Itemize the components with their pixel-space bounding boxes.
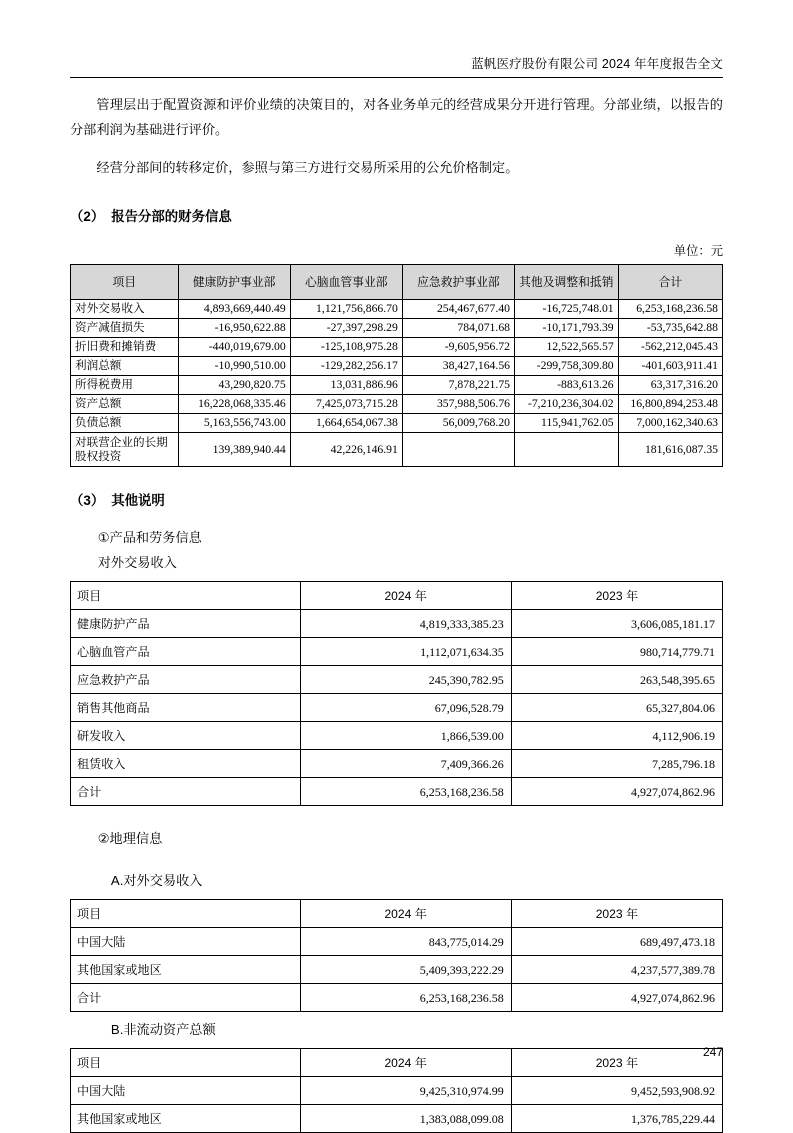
row-label: 合计 [71, 778, 301, 806]
cell-value: 4,237,577,389.78 [511, 956, 722, 984]
row-label: 研发收入 [71, 722, 301, 750]
column-header-year-2023: 2023 年 [511, 900, 722, 928]
page-number: 247 [702, 1045, 723, 1059]
geo-noncurrent-assets-table [70, 1048, 723, 1133]
column-header-year-2023: 2023 年 [511, 1049, 722, 1077]
cell-value: -53,735,642.88 [618, 319, 722, 338]
row-label: 利润总额 [71, 357, 179, 376]
cell-value: -883,613.26 [515, 376, 619, 395]
table-row [71, 300, 723, 319]
row-label: 健康防护产品 [71, 610, 301, 638]
cell-value: 357,988,506.76 [402, 395, 514, 414]
cell-value: 4,819,333,385.23 [300, 610, 511, 638]
cell-value: 1,376,785,229.44 [511, 1105, 722, 1133]
table-row [71, 956, 723, 984]
cell-value: 1,383,088,099.08 [300, 1105, 511, 1133]
cell-value: -125,108,975.28 [290, 338, 402, 357]
table-row [71, 984, 723, 1012]
cell-value: -7,210,236,304.02 [515, 395, 619, 414]
geo-revenue-table [70, 899, 723, 1012]
row-label: 负债总额 [71, 414, 179, 433]
column-header-total: 合计 [618, 265, 722, 300]
row-label: 资产总额 [71, 395, 179, 414]
cell-value: 6,253,168,236.58 [300, 984, 511, 1012]
segment-financial-table [70, 264, 723, 467]
cell-value: 9,452,593,908.92 [511, 1077, 722, 1105]
cell-value: 1,664,654,067.38 [290, 414, 402, 433]
cell-value: -562,212,045.43 [618, 338, 722, 357]
cell-value: 7,285,796.18 [511, 750, 722, 778]
cell-value: -27,397,298.29 [290, 319, 402, 338]
cell-value [402, 433, 514, 467]
column-header-item: 项目 [71, 1049, 301, 1077]
table-row [71, 666, 723, 694]
table-row [71, 376, 723, 395]
table-row [71, 610, 723, 638]
cell-value: -10,990,510.00 [178, 357, 290, 376]
cell-value: 1,121,756,866.70 [290, 300, 402, 319]
row-label: 折旧费和摊销费 [71, 338, 179, 357]
cell-value: 7,878,221.75 [402, 376, 514, 395]
table-row [71, 433, 723, 467]
row-label: 中国大陆 [71, 928, 301, 956]
table-row [71, 1077, 723, 1105]
cell-value: -10,171,793.39 [515, 319, 619, 338]
cell-value: -129,282,256.17 [290, 357, 402, 376]
cell-value: -9,605,956.72 [402, 338, 514, 357]
column-header-year-2024: 2024 年 [300, 582, 511, 610]
cell-value: 9,425,310,974.99 [300, 1077, 511, 1105]
cell-value: 5,409,393,222.29 [300, 956, 511, 984]
cell-value: 980,714,779.71 [511, 638, 722, 666]
table-row [71, 1105, 723, 1133]
cell-value: 115,941,762.05 [515, 414, 619, 433]
heading-number: （3） [70, 493, 105, 508]
table-row [71, 928, 723, 956]
cell-value: 843,775,014.29 [300, 928, 511, 956]
cell-value: 67,096,528.79 [300, 694, 511, 722]
header-divider [70, 77, 723, 78]
cell-value: 12,522,565.57 [515, 338, 619, 357]
cell-value: 4,112,906.19 [511, 722, 722, 750]
cell-value: 1,112,071,634.35 [300, 638, 511, 666]
cell-value: 245,390,782.95 [300, 666, 511, 694]
column-header-year-2023: 2023 年 [511, 582, 722, 610]
cell-value: 13,031,886.96 [290, 376, 402, 395]
cell-value: 3,606,085,181.17 [511, 610, 722, 638]
cell-value: 56,009,768.20 [402, 414, 514, 433]
cell-value: -16,950,622.88 [178, 319, 290, 338]
column-header-year-2024: 2024 年 [300, 900, 511, 928]
table-row [71, 778, 723, 806]
table-header-row [71, 1049, 723, 1077]
row-label: 所得税费用 [71, 376, 179, 395]
paragraph-transfer-pricing: 经营分部间的转移定价，参照与第三方进行交易所采用的公允价格制定。 [96, 160, 519, 175]
cell-value: -299,758,309.80 [515, 357, 619, 376]
product-revenue-table [70, 581, 723, 806]
table-row [71, 750, 723, 778]
cell-value: 6,253,168,236.58 [618, 300, 722, 319]
cell-value: 7,425,073,715.28 [290, 395, 402, 414]
cell-value: 16,800,894,253.48 [618, 395, 722, 414]
cell-value: -401,603,911.41 [618, 357, 722, 376]
column-header-year-2024: 2024 年 [300, 1049, 511, 1077]
table-header-row [71, 900, 723, 928]
heading-segment-financial-info [70, 207, 723, 227]
cell-value: 4,893,669,440.49 [178, 300, 290, 319]
cell-value: 5,163,556,743.00 [178, 414, 290, 433]
column-header-item: 项目 [71, 265, 179, 300]
cell-value: -16,725,748.01 [515, 300, 619, 319]
paragraph-management-basis: 管理层出于配置资源和评价业绩的决策目的，对各业务单元的经营成果分开进行管理。分部业绩，以报告的分部利润为基础进行评价。 [70, 97, 723, 137]
table-row [71, 722, 723, 750]
row-label: 其他国家或地区 [71, 956, 301, 984]
row-label: 对外交易收入 [71, 300, 179, 319]
note-geo-noncurrent-assets: B.非流动资产总额 [110, 1022, 216, 1037]
note-product-service-info: ①产品和劳务信息 [97, 530, 202, 545]
row-label: 中国大陆 [71, 1077, 301, 1105]
cell-value [515, 433, 619, 467]
note-external-revenue-label: 对外交易收入 [97, 555, 177, 570]
table-row [71, 357, 723, 376]
unit-label: 单位：元 [673, 244, 723, 258]
row-label: 租赁收入 [71, 750, 301, 778]
cell-value: 4,927,074,862.96 [511, 984, 722, 1012]
table-row [71, 395, 723, 414]
table-row [71, 338, 723, 357]
table-row [71, 638, 723, 666]
cell-value: 4,927,074,862.96 [511, 778, 722, 806]
cell-value: 181,616,087.35 [618, 433, 722, 467]
table-row [71, 694, 723, 722]
row-label: 对联营企业的长期股权投资 [71, 433, 179, 467]
cell-value: 784,071.68 [402, 319, 514, 338]
column-header-other-adjustments: 其他及调整和抵销 [515, 265, 619, 300]
cell-value: 7,000,162,340.63 [618, 414, 722, 433]
column-header-item: 项目 [71, 582, 301, 610]
table-header-row [71, 582, 723, 610]
heading-text: 报告分部的财务信息 [111, 209, 232, 224]
column-header-cardiovascular: 心脑血管事业部 [290, 265, 402, 300]
row-label: 资产减值损失 [71, 319, 179, 338]
cell-value: 63,317,316.20 [618, 376, 722, 395]
cell-value: 42,226,146.91 [290, 433, 402, 467]
column-header-health-protection: 健康防护事业部 [178, 265, 290, 300]
cell-value: 65,327,804.06 [511, 694, 722, 722]
header-title: 蓝帆医疗股份有限公司 2024 年年度报告全文 [471, 57, 723, 71]
cell-value: 263,548,395.65 [511, 666, 722, 694]
heading-text: 其他说明 [111, 493, 165, 508]
row-label: 其他国家或地区 [71, 1105, 301, 1133]
cell-value: 7,409,366.26 [300, 750, 511, 778]
row-label: 心脑血管产品 [71, 638, 301, 666]
table-header-row [71, 265, 723, 300]
running-header [70, 0, 723, 78]
cell-value: 139,389,940.44 [178, 433, 290, 467]
cell-value: 43,290,820.75 [178, 376, 290, 395]
cell-value: 16,228,068,335.46 [178, 395, 290, 414]
heading-other-explanation [70, 491, 723, 511]
cell-value: 254,467,677.40 [402, 300, 514, 319]
cell-value: 689,497,473.18 [511, 928, 722, 956]
cell-value: 6,253,168,236.58 [300, 778, 511, 806]
note-geo-external-revenue: A.对外交易收入 [110, 873, 203, 888]
column-header-item: 项目 [71, 900, 301, 928]
row-label: 合计 [71, 984, 301, 1012]
cell-value: 1,866,539.00 [300, 722, 511, 750]
table-row [71, 319, 723, 338]
row-label: 应急救护产品 [71, 666, 301, 694]
heading-number: （2） [70, 209, 105, 224]
note-geographic-info: ②地理信息 [97, 831, 163, 846]
cell-value: -440,019,679.00 [178, 338, 290, 357]
cell-value: 38,427,164.56 [402, 357, 514, 376]
column-header-emergency-rescue: 应急救护事业部 [402, 265, 514, 300]
table-row [71, 414, 723, 433]
row-label: 销售其他商品 [71, 694, 301, 722]
